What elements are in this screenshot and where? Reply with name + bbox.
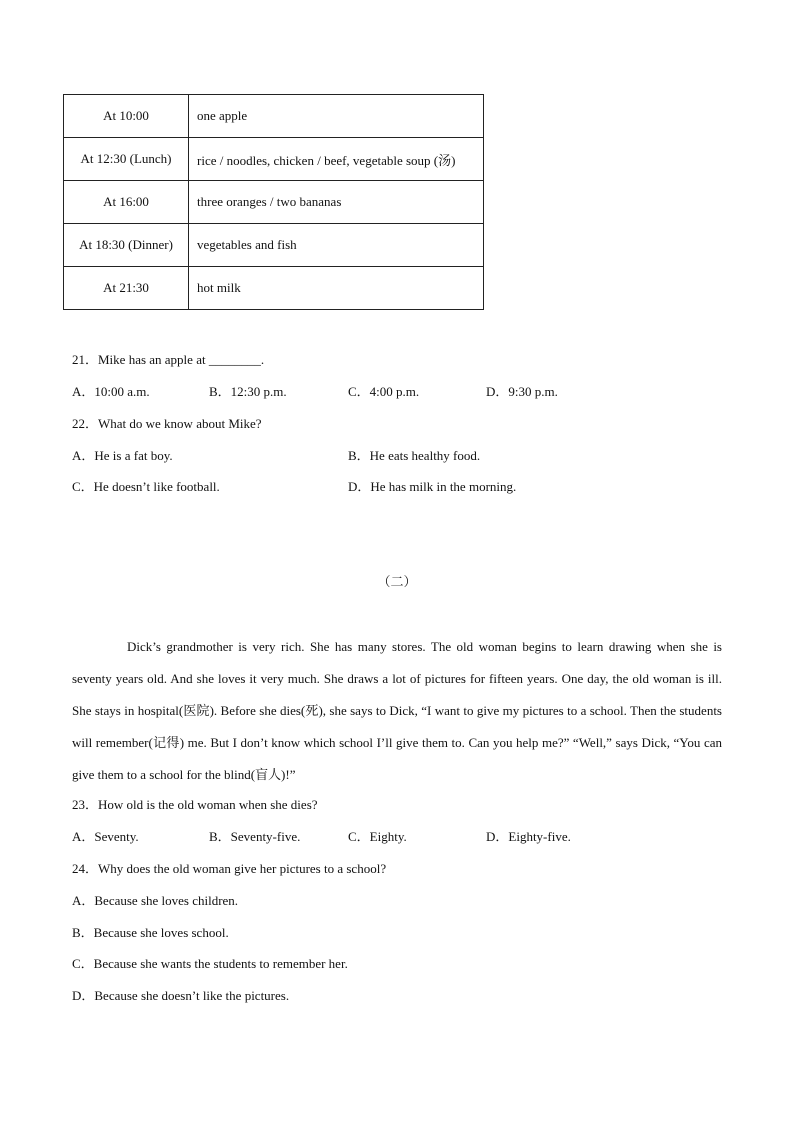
table-row bbox=[64, 95, 484, 138]
question-21-option-c: C．4:00 p.m. bbox=[348, 384, 420, 399]
question-23-stem: 23．How old is the old woman when she dies? bbox=[72, 797, 318, 812]
meal-schedule-table bbox=[63, 94, 484, 310]
time-cell: At 10:00 bbox=[64, 95, 189, 138]
question-23-option-a: A．Seventy. bbox=[72, 829, 139, 844]
section-heading: （二） bbox=[377, 574, 417, 589]
question-21-option-a: A．10:00 a.m. bbox=[72, 384, 150, 399]
question-22-option-c: C．He doesn’t like football. bbox=[72, 479, 220, 494]
question-23-option-c: C．Eighty. bbox=[348, 829, 407, 844]
question-22-option-a: A．He is a fat boy. bbox=[72, 448, 173, 463]
question-21-stem: 21．Mike has an apple at ________. bbox=[72, 352, 265, 367]
time-cell: At 16:00 bbox=[64, 181, 189, 224]
question-22-stem: 22．What do we know about Mike? bbox=[72, 416, 262, 431]
question-24-option-c: C．Because she wants the students to remember her. bbox=[72, 956, 348, 971]
question-21-option-d: D．9:30 p.m. bbox=[486, 384, 558, 399]
table-row bbox=[64, 138, 484, 181]
question-23-option-d: D．Eighty-five. bbox=[486, 829, 571, 844]
time-cell: At 18:30 (Dinner) bbox=[64, 224, 189, 267]
question-23-option-b: B．Seventy-five. bbox=[209, 829, 301, 844]
food-cell: three oranges / two bananas bbox=[189, 181, 484, 224]
table-row bbox=[64, 181, 484, 224]
reading-passage: Dick’s grandmother is very rich. She has many stores. The old woman begins to learn drawing when she is seventy years old. And she loves it very much. She draws a lot of pictures for fifteen years. One day, the old woman is ill. She stays in hospital(医院). Before she dies(死), she says to Dick, “I want to give my pictures to a school. Then the students will remember(记得) me. But I don’t know which school I’ll give them to. Can you help me?” “Well,” says Dick, “You can give them to a school for the blind(盲人)!” bbox=[72, 639, 722, 782]
food-cell: vegetables and fish bbox=[189, 224, 484, 267]
question-22-option-d: D．He has milk in the morning. bbox=[348, 479, 517, 494]
time-cell: At 21:30 bbox=[64, 267, 189, 310]
question-24-stem: 24．Why does the old woman give her pictures to a school? bbox=[72, 861, 387, 876]
question-24-option-b: B．Because she loves school. bbox=[72, 925, 229, 940]
food-cell: hot milk bbox=[189, 267, 484, 310]
food-cell: rice / noodles, chicken / beef, vegetable soup (汤) bbox=[189, 138, 484, 181]
food-cell: one apple bbox=[189, 95, 484, 138]
question-22-option-b: B．He eats healthy food. bbox=[348, 448, 481, 463]
question-24-option-a: A．Because she loves children. bbox=[72, 893, 239, 908]
question-24-option-d: D．Because she doesn’t like the pictures. bbox=[72, 988, 290, 1003]
time-cell: At 12:30 (Lunch) bbox=[64, 138, 189, 181]
table-row bbox=[64, 224, 484, 267]
table-row bbox=[64, 267, 484, 310]
question-21-option-b: B．12:30 p.m. bbox=[209, 384, 287, 399]
